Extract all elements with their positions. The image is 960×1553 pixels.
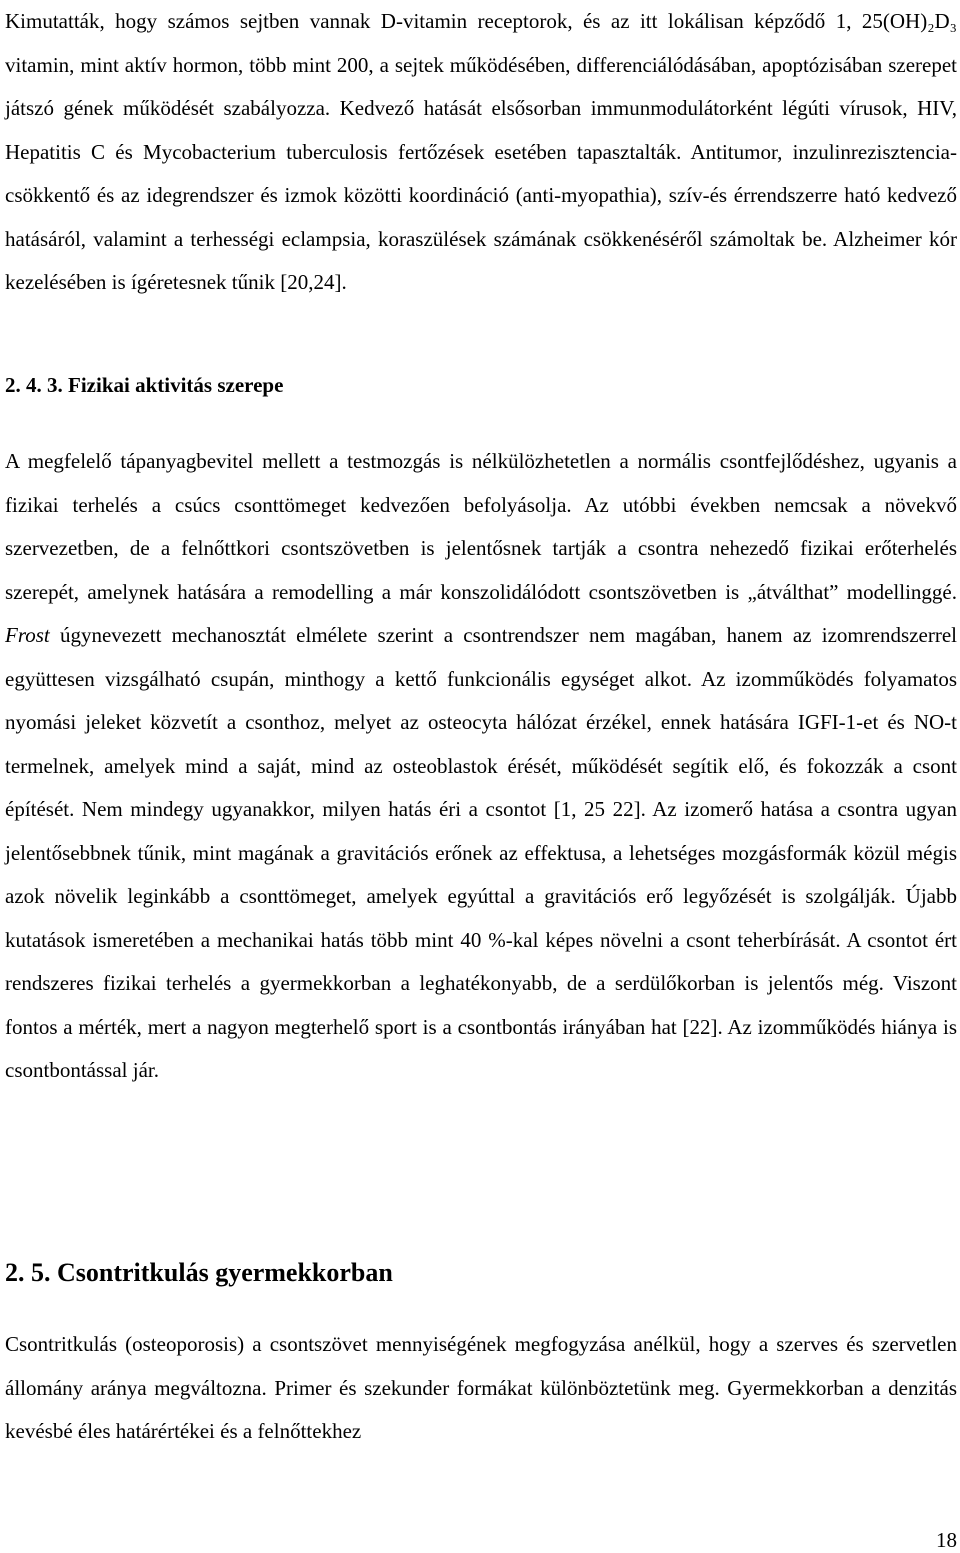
page-number: 18 [936,1528,957,1552]
paragraph-osteoporosis: Csontritkulás (osteoporosis) a csontszövet mennyiségének megfogyzása anélkül, hogy a szerves és szervetlen állomány aránya megváltozna. Primer és szekunder formákat különböztetünk meg. Gyermekkorban a denzitás kevésbé éles határértékei és a felnőttekhez [5,1332,957,1443]
heading-physical-activity: 2. 4. 3. Fizikai aktivitás szerepe [5,373,284,397]
paragraph-text-part: A megfelelő tápanyagbevitel mellett a testmozgás is nélkülözhetetlen a normális csontfejlődéshez, ugyanis a fizikai terhelés a csúcs csonttömeget kedvezően befolyásolja. Az utóbbi években nemcsak a növekvő szervezetben, de a felnőttkori csontszövetben is jelentősnek tartják a csontra nehezedő fizikai erőterhelés szerepét, amelynek hatására a remodelling a már konszolidálódott csontszövetben is „átválthat” modellinggé. [5,449,957,604]
paragraph-physical-activity [5,440,957,1093]
paragraph-vitamin-d: Kimutatták, hogy számos sejtben vannak D-vitamin receptorok, és az itt lokálisan képződő 1, 25(OH)₂D₃ vitamin, mint aktív hormon, több mint 200, a sejtek működésében, differenciálódásában, apoptózisában szerepet játszó gének működését szabályozza. Kedvező hatását elsősorban immunmodulátorként légúti vírusok, HIV, Hepatitis C és Mycobacterium tuberculosis fertőzések esetében tapasztalták. Antitumor, inzulinrezisztencia-csökkentő és az idegrendszer és izmok közötti koordináció (anti-myopathia), szív-és érrendszerre ható kedvező hatásáról, valamint a terhességi eclampsia, koraszülések számának csökkenéséről számoltak be. Alzheimer kór kezelésében is ígéretesnek tűnik [20,24]. [5,9,957,294]
author-name-italic: Frost [5,623,50,647]
paragraph-text-part: úgynevezett mechanosztát elmélete szerint a csontrendszer nem magában, hanem az izomrendszerrel együttesen vizsgálható csupán, minthogy a kettő funkcionális egységet alkot. Az izomműködés folyamatos nyomási jeleket közvetít a csonthoz, melyet az osteocyta hálózat érzékel, ennek hatására IGFI-1-et és NO-t termelnek, amelyek mind a saját, mind az osteoblastok érését, működését segítik elő, és fokozzák a csont építését. Nem mindegy ugyanakkor, milyen hatás éri a csontot [1, 25 22]. Az izomerő hatása a csontra ugyan jelentősebbnek tűnik, mint magának a gravitációs erőnek az effektusa, a lehetséges mozgásformák közül mégis azok növelik leginkább a csonttömeget, amelyek egyúttal a gravitációs erő legyőzését is szolgálják. Újabb kutatások ismeretében a mechanikai hatás több mint 40 %-kal képes növelni a csont teherbírását. A csontot ért rendszeres fizikai terhelés a gyermekkorban a leghatékonyabb, de a serdülőkorban is jelentős még. Viszont fontos a mérték, mert a nagyon megterhelő sport is a csontbontás irányában hat [22]. Az izomműködés hiánya is csontbontással jár. [5,623,957,1082]
heading-osteoporosis-childhood: 2. 5. Csontritkulás gyermekkorban [5,1258,393,1287]
